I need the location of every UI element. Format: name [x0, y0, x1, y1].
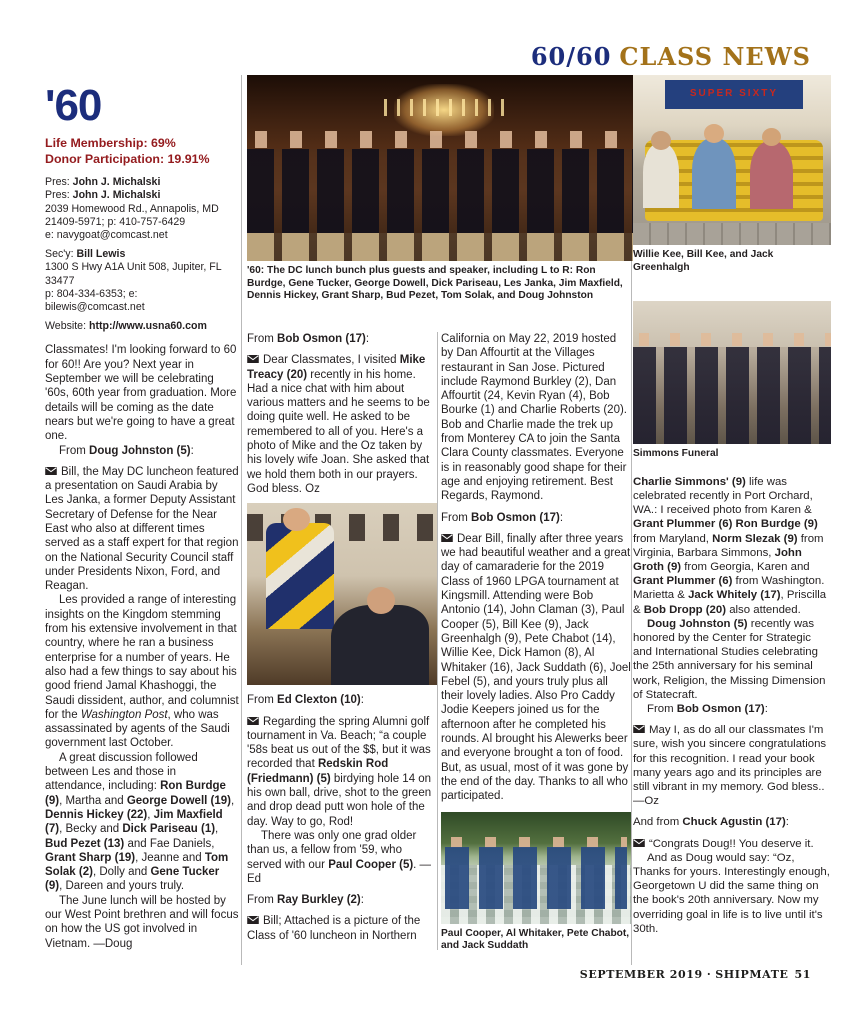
membership-stats: [45, 136, 239, 167]
envelope-icon: [45, 465, 57, 479]
contact-line-email: e: navygoat@comcast.net: [45, 229, 168, 241]
envelope-icon: [633, 837, 645, 851]
standing-man-jacket: [266, 523, 334, 629]
paragraph-text: Regarding the spring Alumni golf tournament in Va. Beach; “a couple '58s beat us out of the $$, but it was recorded that Redskin Rod (Friedmann) (5) birdying hole 14 on his own ball, drive, shot to the green and drop dead putt won hole of the day. Way to go, Rod!: [247, 715, 432, 828]
paragraph-text: Bill; Attached is a picture of the Class of '60 luncheon in Northern: [247, 915, 421, 942]
bench-figure-3: [750, 141, 794, 209]
paragraph-text: May I, as do all our classmates I'm sure, wish you sincere congratulations for this recognition. I read your book many years ago and its principles are still vibrant in my memory. God bless.. —Oz: [633, 724, 827, 808]
photo-figures-texture: [445, 847, 627, 909]
paragraph-mike-treacy: [247, 353, 438, 496]
paragraph-may-dc-luncheon: [45, 465, 239, 594]
column-middle-right: [441, 332, 631, 953]
photo-caption-simmons: Simmons Funeral: [633, 448, 719, 460]
heading-from-ray-burkley: From Ray Burkley (2):: [247, 894, 364, 907]
photo-golf-group: [441, 812, 631, 924]
envelope-icon: [633, 723, 645, 737]
contact-block: [45, 176, 239, 333]
page-number: 51: [794, 968, 811, 981]
contact-line-pres-1: Pres: John J. Michalski: [45, 176, 161, 189]
contact-line-secy-phone-email: p: 804-334-6353; e: bilewis@comcast.net: [45, 287, 145, 314]
photo-simmons-funeral: [633, 301, 831, 444]
issue-date: SEPTEMBER 2019: [579, 968, 703, 981]
chandelier-candles: [374, 99, 505, 116]
paragraph-congrats-doug: [633, 837, 831, 851]
paragraph-text: Bill, the May DC luncheon featured a presentation on Saudi Arabia by Les Janka, a former Deputy Assistant Secretary of Defense for the Near East who also at different times served as a staff expert for that region on the National Security Council staff under Presidents Nixon, Ford, and Reagan.: [45, 465, 239, 593]
column-right: [633, 75, 831, 936]
paragraph-text: Dear Classmates, I visited Mike Treacy (20) recently in his home. Had a nice chat with him about various matters and he seems to be doing quite well. He asked to be remembered to all of you. Here's a photo of Mike and the Oz taken by his lovely wife Joan. She asked that we hold them both in our prayers. God bless. Oz: [247, 354, 430, 495]
photo-figures-texture: [633, 347, 831, 444]
section-title: CLASS NEWS: [619, 42, 811, 71]
heading-from-bob-osmon: From Bob Osmon (17):: [247, 333, 370, 345]
heading-from-doug-johnston: From Doug Johnston (5):: [59, 444, 194, 457]
section-number: 60/60: [530, 42, 612, 71]
paragraph-georgetown: And as Doug would say: “Oz, Thanks for yours. Interestingly enough, Georgetown U did the same thing on the book's 20th anniversary. Now my overriding goal in life is to live until it's 30th.: [633, 851, 830, 935]
contact-line-website: Website: http://www.usna60.com: [45, 320, 207, 333]
bench-figure-1-head: [651, 131, 671, 150]
photo-yellow-bench: [633, 75, 831, 245]
column-left: [45, 81, 239, 951]
paragraph-text: “Congrats Doug!! You deserve it.: [649, 837, 814, 850]
heading-from-chuck-agustin: And from Chuck Agustin (17):: [633, 816, 789, 829]
column-divider-1: [241, 75, 242, 965]
paragraph-doug-johnston-honored: Doug Johnston (5) recently was honored by the Center for Strategic and International Studies celebrating the 25th anniversary for his seminal work, Religion, the Missing Dimension of Statecraft.: [633, 617, 826, 701]
contact-line-secy: Sec'y: Bill Lewis: [45, 248, 126, 261]
heading-from-ed-clexton: From Ed Clexton (10):: [247, 694, 364, 707]
seated-man-figure: [331, 605, 430, 685]
dc-lunch-photo-block: [247, 75, 633, 303]
contact-line-secy-address: 1300 S Hwy A1A Unit 508, Jupiter, FL 33477: [45, 261, 222, 287]
paragraph-discussion: A great discussion followed between Les and those in attendance, including: Ron Burdge (9), Martha and George Dowell (19), Dennis Hickey (22), Jim Maxfield (7), Becky and Dick Pariseau (1), Bud Pezet (13) and Fae Daniels, Grant Sharp (19), Jeanne and Tom Solak (2), Dolly and Gene Tucker (9), Dareen and yours truly.: [45, 751, 235, 893]
paragraph-les-insights: Les provided a range of interesting insights on the Kingdom stemming from his extensive involvement in that country, where he ran a business enterprise for a number of years. He also had a few things to say about his good friend Jamal Khashoggi, the Saudi dissident, author, and columnist for the Washington Post, who was assassinated by agents of the Saudi government last October.: [45, 594, 239, 750]
paragraph-charlie-simmons: Charlie Simmons' (9) life was celebrated recently in Port Orchard, WA.: I received photo from Karen & Grant Plummer (6) Ron Burdge (9) from Maryland, Norm Slezak (9) from Virginia, Barbara Simmons, John Groth (9) from Georgia, Karen and Grant Plummer (6) from Washington. Marietta & Jack Whitely (17), Priscilla & Bob Dropp (20) also attended.: [633, 475, 827, 616]
photo-caption-bench: Willie Kee, Bill Kee, and Jack Greenhalgh: [633, 249, 774, 273]
photo-caption-golf: Paul Cooper, Al Whitaker, Pete Chabot, and Jack Suddath: [441, 927, 630, 952]
paragraph-text: Dear Bill, finally after three years we had beautiful weather and a great day of camaraderie for the 2019 Class of 1960 LPGA tournament at Kingsmill. Attending were Bob Antonio (14), John Claman (3), Paul Cooper (5), Bill Kee (9), Jack Greenhalgh (9), Pete Chabot (14), Willie Kee, Dick Hamon (8), Al Whitaker (16), Jack Suddath (6), Joel Febel (5), and yours truly plus all their lovely ladies. Also Pro Caddy Jodie Keepers joined us for the afternoon after he completed his rounds. Al brought his Alewerks beer and everyone brought a ton of food. But, as usual, most of it was gone by the end of the day. Thanks to all who participated.: [441, 532, 631, 803]
standing-man-head: [283, 508, 310, 532]
footer-separator: ·: [706, 968, 712, 981]
heading-from-bob-osmon-2: From Bob Osmon (17):: [441, 511, 564, 524]
paragraph-luncheon-picture: [247, 914, 438, 943]
donor-participation-stat: Donor Participation: 19.91%: [45, 151, 210, 166]
paragraph-lpga-tournament: [441, 532, 631, 804]
bench-figure-2-head: [704, 124, 724, 143]
class-year-logo: '60: [45, 81, 102, 130]
paragraph-intro: Classmates! I'm looking forward to 60 for 60!! Are you? Next year in September we will be celebrating '60s, 60th year from graduation. More details will be coming as the date nears but we're going to have a great one.: [45, 344, 237, 443]
bench-figure-2: [692, 138, 736, 209]
column-middle-left: [247, 332, 438, 943]
photo-heads-texture: [247, 131, 633, 148]
envelope-icon: [247, 914, 259, 928]
bench-figure-1: [643, 143, 679, 208]
envelope-icon: [247, 353, 259, 367]
section-header: [531, 42, 811, 71]
contact-line-address: 2039 Homewood Rd., Annapolis, MD: [45, 202, 219, 215]
photo-mike-and-oz: [247, 503, 437, 685]
banner-text: SUPER SIXTY: [689, 88, 779, 100]
envelope-icon: [247, 715, 259, 729]
contact-line-phone: 21409-5971; p: 410-757-6429: [45, 215, 186, 228]
super-sixty-banner: [665, 80, 804, 109]
page-footer: [580, 968, 811, 981]
paragraph-older-grad: There was only one grad older than us, a fellow from '59, who served with our Paul Cooper (5). —Ed: [247, 829, 432, 885]
paragraph-california-luncheon: California on May 22, 2019 hosted by Dan Affourtit at the Villages restaurant in San Jose. Pictured include Raymond Burkley (2), Dan Affourtit (24, Kevin Ryan (4), Bob Bourke (1) and Charlie Roberts (20). Bob and Charlie made the trek up from Monterey CA to join the Santa Clara County classmates. Everyone is in reasonably good shape for their age and enjoying retirement. Best Regards, Raymond.: [441, 333, 627, 503]
right-column-text: [633, 475, 831, 936]
life-membership-stat: Life Membership: 69%: [45, 136, 176, 150]
heading-from-bob-osmon-3: From Bob Osmon (17):: [647, 703, 768, 716]
paragraph-june-lunch: The June lunch will be hosted by our West Point brethren and will focus on how the US got involved in Vietnam. —Doug: [45, 894, 239, 950]
photo-caption-dc-lunch: '60: The DC lunch bunch plus guests and speaker, including L to R: Ron Burdge, Gene Tucker, George Dowell, Dick Pariseau, Les Janka, Jim Maxfield, Dennis Hickey, Grant Sharp, Bud Pezet, Tom Solak, and Doug Johnston: [247, 265, 623, 302]
envelope-icon: [441, 532, 453, 546]
paragraph-golf-tournament: [247, 715, 438, 829]
photo-heads-texture: [633, 333, 831, 346]
photo-dc-lunch: [247, 75, 633, 261]
photo-slacks-texture: [247, 233, 633, 261]
magazine-name: SHIPMATE: [715, 968, 789, 981]
paragraph-congratulations: [633, 723, 831, 808]
contact-line-pres-2: Pres: John J. Michalski: [45, 189, 161, 202]
deck-texture: [633, 223, 831, 245]
